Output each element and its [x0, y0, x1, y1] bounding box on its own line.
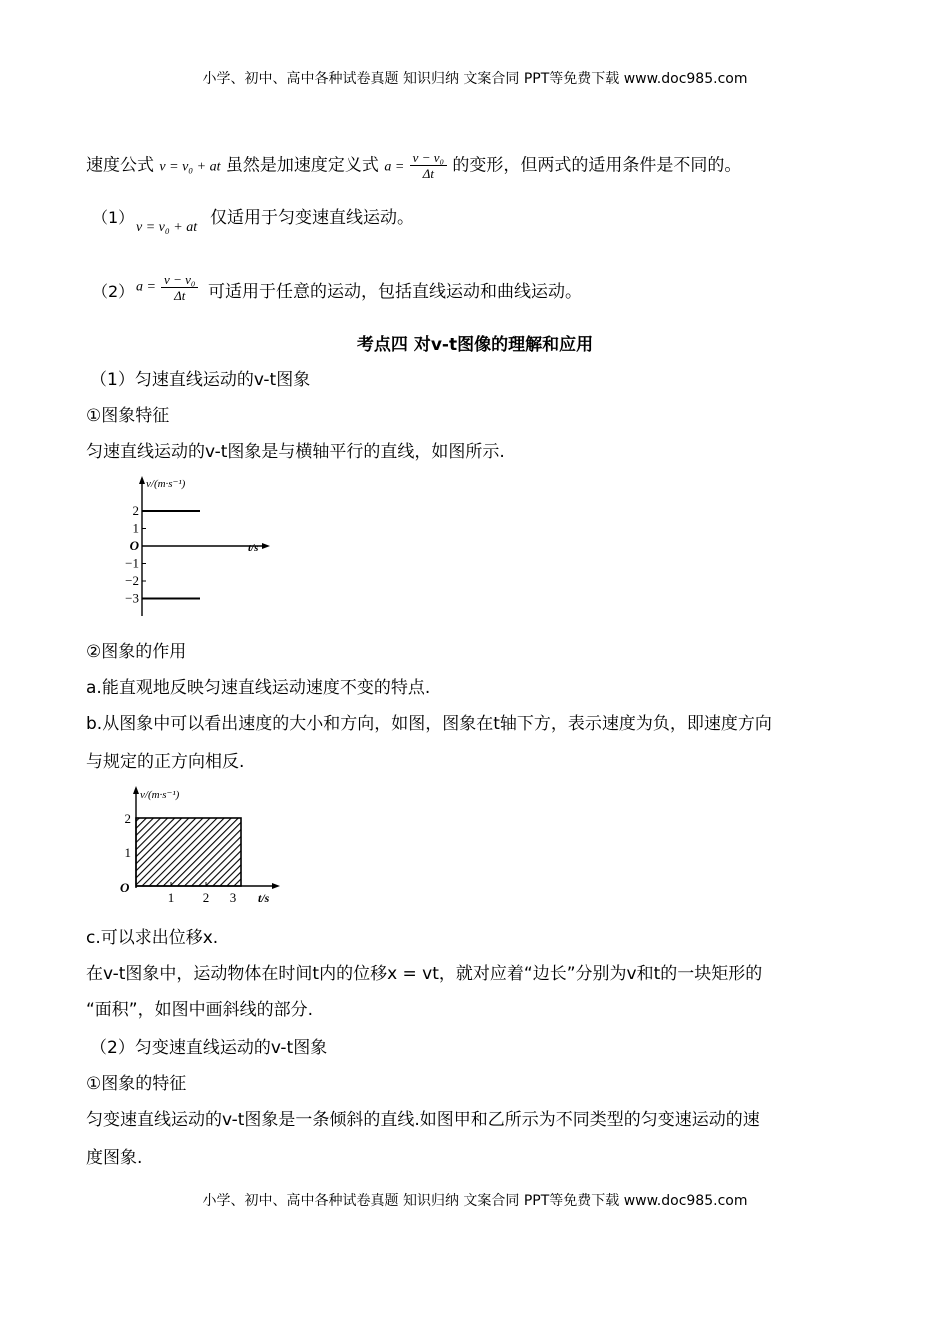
chart2-ytick-label: 2: [124, 811, 131, 826]
fraction-denominator: Δt: [422, 166, 434, 181]
item-2-formula-left: a =: [136, 279, 156, 295]
item-2-denominator: Δt: [174, 288, 186, 303]
item-2-numerator: v − v₀: [161, 272, 198, 288]
chart1-ytick-label: −3: [125, 590, 139, 606]
item-2-fraction: [161, 272, 198, 303]
intro-text-a: 速度公式: [86, 155, 154, 176]
page-header: 小学、初中、高中各种试卷真题 知识归纳 文案合同 PPT等免费下载 www.doc985.com: [202, 71, 748, 87]
s2-text-line2: 度图象.: [86, 1148, 143, 1168]
chart2-origin: O: [120, 880, 130, 895]
s2-text-line1: 匀变速直线运动的v-t图象是一条倾斜的直线.如图甲和乙所示为不同类型的匀变速运动的速: [86, 1110, 760, 1130]
formula-accel-left: a =: [384, 159, 405, 175]
chart2-x-arrow: [272, 883, 280, 889]
chart1-ytick-label: O: [129, 538, 139, 553]
subsection-1-title: （1）匀速直线运动的v-t图象: [90, 370, 311, 390]
item-2-text: 可适用于任意的运动，包括直线运动和曲线运动。: [208, 282, 582, 302]
intro-paragraph: [86, 150, 741, 181]
chart1-ytick-label: −2: [125, 573, 139, 588]
fraction-numerator: v − v₀: [410, 150, 447, 166]
formula-velocity: v = v₀ + at: [159, 159, 221, 175]
page-footer: 小学、初中、高中各种试卷真题 知识归纳 文案合同 PPT等免费下载 www.doc985.com: [202, 1193, 748, 1209]
s1-point-c: c.可以求出位移x.: [86, 928, 219, 948]
chart1-ytick-label: 1: [132, 520, 139, 536]
chart2-xtick-label: 2: [202, 890, 210, 905]
intro-text-b: 虽然是加速度定义式: [225, 155, 379, 176]
s1-role-heading: ②图象的作用: [86, 642, 187, 662]
chart2-x-label: t/s: [258, 891, 270, 905]
chart1-ytick-label: −1: [125, 555, 139, 571]
s1-point-b-line1: b.从图象中可以看出速度的大小和方向，如图，图象在t轴下方，表示速度为负，即速度方向: [86, 714, 772, 734]
chart2-xtick-label: 1: [167, 890, 175, 905]
item-1-label: （1）: [92, 208, 135, 227]
chart2-hatched-area: [136, 818, 241, 886]
item-2-formula: [136, 272, 198, 303]
item-2-label: （2）: [92, 282, 135, 301]
s1-point-c-line2: “面积”，如图中画斜线的部分.: [86, 1000, 314, 1020]
s1-feature-heading: ①图象特征: [86, 406, 170, 426]
chart-area-displacement: [116, 784, 286, 908]
chart1-y-arrow: [139, 476, 145, 484]
s1-point-b-line2: 与规定的正方向相反.: [86, 752, 245, 772]
subsection-2-title: （2）匀变速直线运动的v-t图象: [90, 1038, 328, 1058]
chart2-y-arrow: [133, 786, 139, 794]
formula-fraction: [410, 150, 447, 181]
intro-text-c: 的变形，但两式的适用条件是不同的。: [452, 155, 742, 176]
section-title: 考点四 对v-t图像的理解和应用: [356, 335, 594, 355]
chart1-x-label: t/s: [248, 542, 259, 554]
chart-uniform-velocity: [112, 474, 282, 622]
chart1-ytick-label: 2: [132, 503, 139, 518]
s2-feature-heading: ①图象的特征: [86, 1074, 187, 1094]
chart1-x-arrow: [262, 543, 270, 549]
s1-point-a: a.能直观地反映匀速直线运动速度不变的特点.: [86, 678, 431, 698]
s1-feature-text: 匀速直线运动的v-t图象是与横轴平行的直线，如图所示.: [86, 442, 505, 462]
chart2-y-label: v/(m·s⁻¹): [140, 789, 180, 801]
chart2-ytick-label: 1: [124, 845, 131, 860]
item-1-text: 仅适用于匀变速直线运动。: [210, 208, 414, 228]
item-1-formula: v = v₀ + at: [136, 220, 198, 235]
s1-point-c-line1: 在v-t图象中，运动物体在时间t内的位移x = vt，就对应着“边长”分别为v和t的一块矩形的: [86, 964, 763, 984]
chart1-y-label: v/(m·s⁻¹): [146, 478, 186, 490]
chart2-xtick-label: 3: [229, 890, 237, 905]
